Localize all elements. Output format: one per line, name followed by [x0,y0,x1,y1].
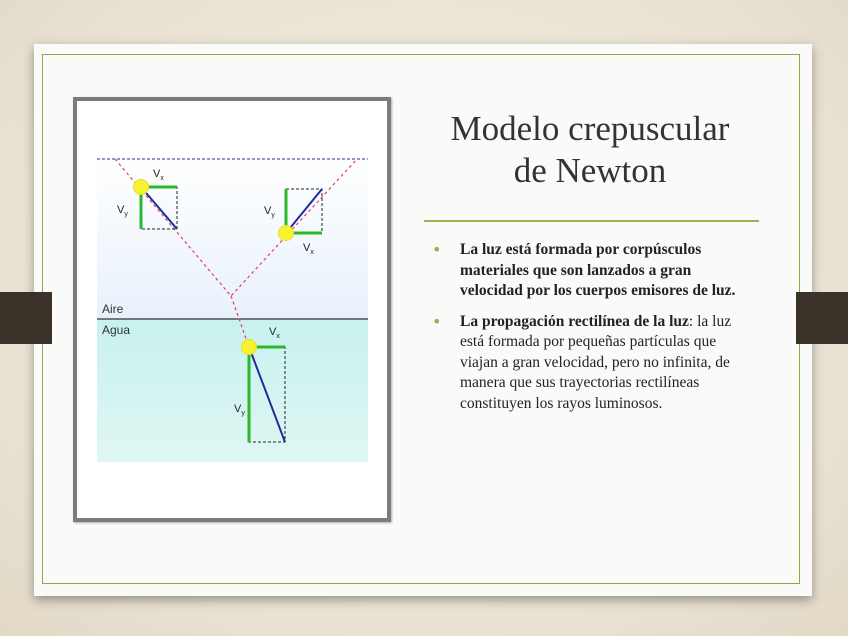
water-region [97,319,368,462]
bullet-list [428,240,753,424]
right-tab-decoration [796,292,848,344]
vy-label-3: $V_y$ [234,403,245,417]
particle-2 [279,226,294,241]
slide-title [420,108,760,192]
bullet-1-bold: La luz está formada por corpúsculos materiales que son lanzados a gran velocidad por los cuerpos emisores de luz. [460,241,736,299]
bullet-2-text: : la luz está formada por pequeñas partículas que viajan a gran velocidad, pero no infinita, de manera que sus trayectorias rectilíneas constituyen los rayos luminosos. [460,312,732,412]
bullet-icon: • [432,311,442,331]
bullet-item-1 [428,240,753,302]
title-divider [424,220,759,222]
bullet-item-2 [428,312,753,415]
newton-figure [73,97,391,522]
label-agua: Agua [102,323,131,337]
vy-label-1: $V_y$ [117,204,128,218]
vy-label-2: $V_y$ [264,205,275,219]
label-aire: Aire [102,302,124,316]
vx-label-1: $V_x$ [153,168,164,182]
bullet-2-bold: La propagación rectilínea de la luz [460,312,689,330]
particle-3 [242,340,257,355]
title-line-1: Modelo crepuscular [450,109,730,148]
vx-label-3: $V_x$ [269,326,280,340]
refraction-diagram [77,101,387,518]
bullet-icon: • [432,240,442,259]
vx-label-2: $V_x$ [303,242,314,256]
particle-1 [134,180,149,195]
left-tab-decoration [0,292,52,344]
title-line-2: de Newton [513,151,667,190]
